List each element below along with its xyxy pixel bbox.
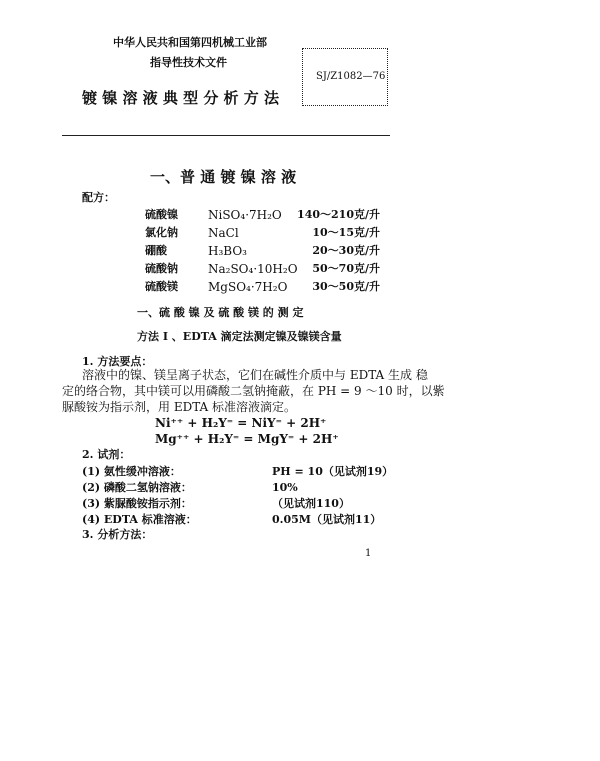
section-title: 一、普 通 镀 镍 溶 液 [150,168,297,186]
formula-amount: 30～50克/升 [312,280,380,293]
paragraph-line: 溶液中的镍、镁呈离子状态，它们在碱性介质中与 EDTA 生成 稳 [82,368,428,382]
formula-chem: NaCl [208,226,239,240]
formula-amount: 50～70克/升 [312,262,380,275]
equation: Mg⁺⁺ + H₂Y⁼ = MgY⁼ + 2H⁺ [155,432,339,446]
doc-type: 指导性技术文件 [150,56,227,69]
page-number: 1 [365,548,372,559]
formula-chem: MgSO₄·7H₂O [208,280,288,294]
reagent-name: (1) 氨性缓冲溶液： [82,465,181,478]
reagent-name: (2) 磷酸二氢钠溶液： [82,481,192,494]
reagent-value: PH = 10（见试剂19） [272,465,394,478]
formula-amount: 140～210克/升 [297,208,380,221]
formula-chem: H₃BO₃ [208,244,247,258]
formula-name: 硫酸镍 [145,208,178,221]
formula-chem: Na₂SO₄·10H₂O [208,262,298,276]
subsection-title: 一、硫 酸 镍 及 硫 酸 镁 的 测 定 [137,306,304,319]
doc-code: SJ/Z1082—76 [316,71,386,82]
reagent-name: (4) EDTA 标准溶液： [82,513,197,526]
formula-name: 氯化钠 [145,226,178,239]
paragraph-line: 定的络合物，其中镁可以用磷酸二氢钠掩蔽，在 PH = 9 ～10 时，以紫 [62,384,445,398]
divider [62,135,390,136]
ministry-header: 中华人民共和国第四机械工业部 [113,36,267,49]
formula-amount: 20～30克/升 [312,244,380,257]
method-title: 方法 I 、EDTA 滴定法测定镍及镍镁含量 [137,330,342,343]
equation: Ni⁺⁺ + H₂Y⁼ = NiY⁼ + 2H⁺ [155,416,327,430]
reagent-name: (3) 紫脲酸铵指示剂： [82,497,192,510]
reagent-value: （见试剂110） [272,497,350,510]
formula-chem: NiSO₄·7H₂O [208,208,282,222]
reagent-value: 10% [272,481,298,494]
reagent-value: 0.05M（见试剂11） [272,513,382,526]
formula-label: 配方： [82,191,115,204]
step-3: 3. 分析方法： [82,528,153,541]
formula-name: 硫酸镁 [145,280,178,293]
formula-name: 硫酸钠 [145,262,178,275]
formula-amount: 10～15克/升 [312,226,380,239]
doc-title: 镀 镍 溶 液 典 型 分 析 方 法 [82,89,280,107]
step-1: 1. 方法要点： [82,355,153,368]
paragraph-line: 脲酸铵为指示剂，用 EDTA 标准溶液滴定。 [62,400,297,414]
formula-name: 硼酸 [145,244,167,257]
step-2: 2. 试剂： [82,448,131,461]
